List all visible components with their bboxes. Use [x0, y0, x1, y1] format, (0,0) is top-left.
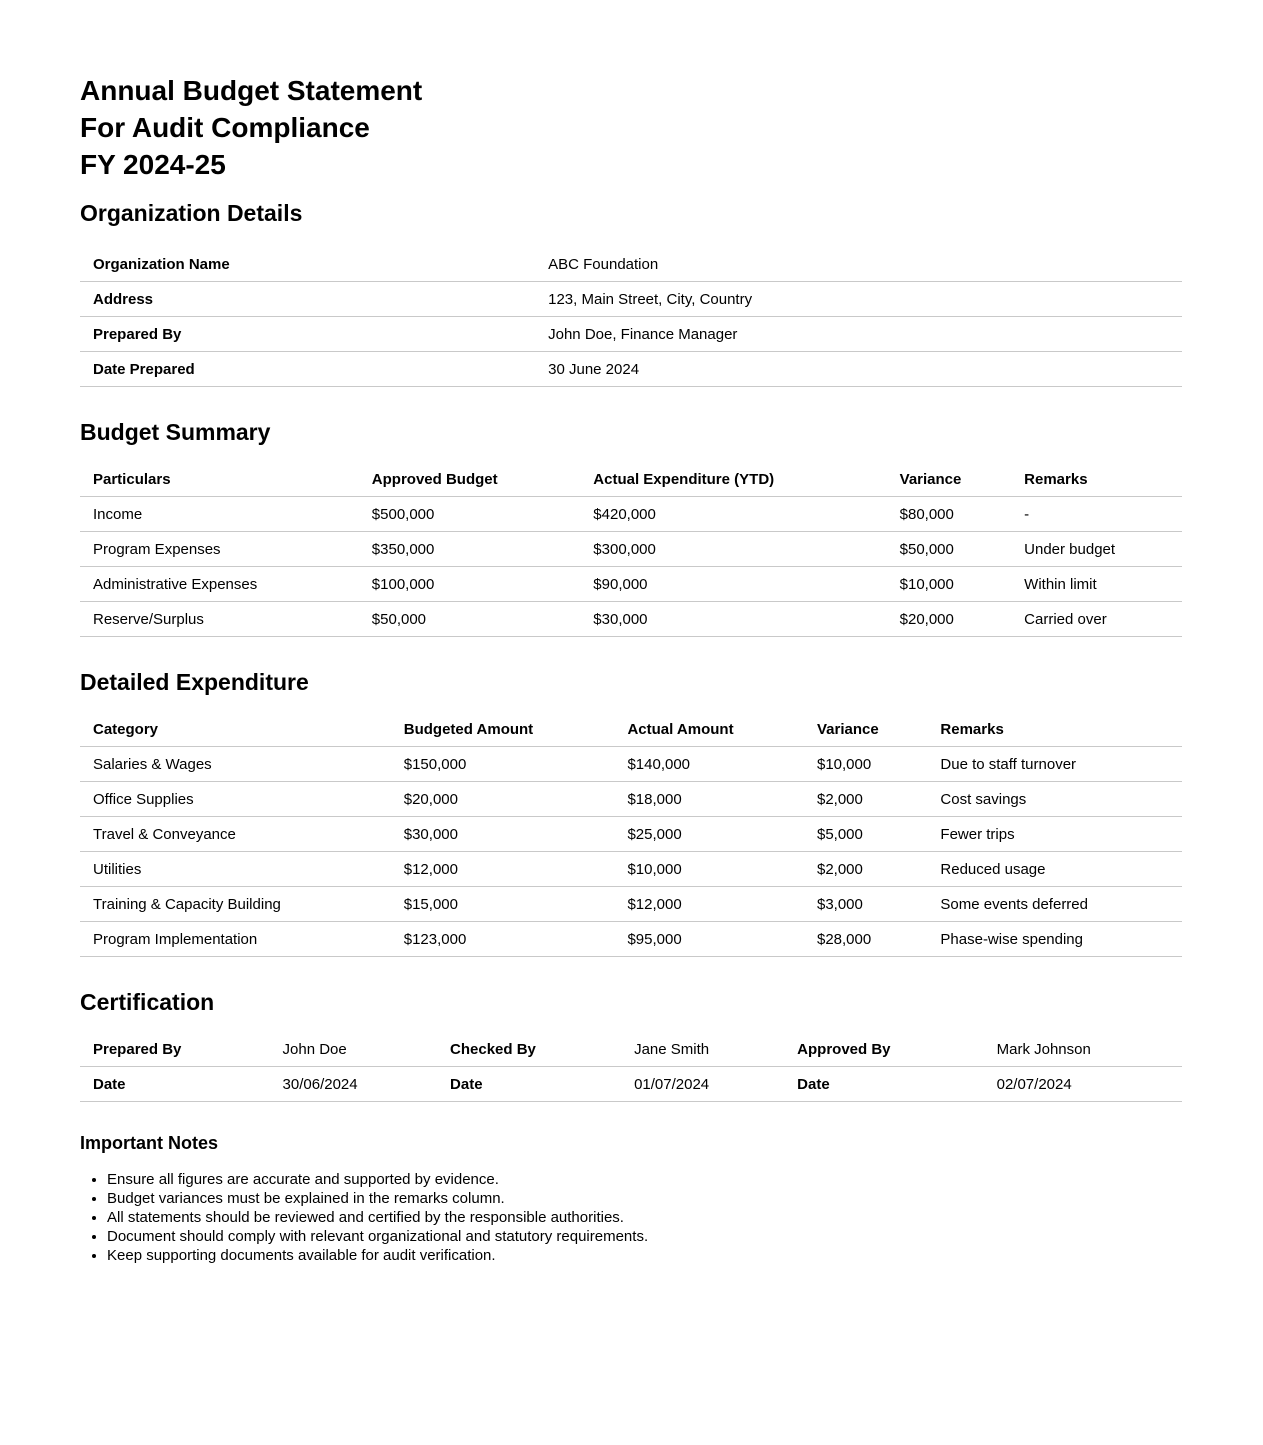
table-row	[80, 1032, 1182, 1067]
table-row	[80, 1067, 1182, 1102]
certification-table	[80, 1032, 1182, 1102]
field-value: 01/07/2024	[621, 1067, 784, 1102]
table-row	[80, 497, 1182, 532]
field-value: John Doe, Finance Manager	[535, 317, 1182, 352]
column-header: Remarks	[1011, 462, 1182, 497]
list-item: • Ensure all figures are accurate and supported by evidence.	[107, 1170, 1182, 1189]
table-cell: $3,000	[804, 887, 927, 922]
table-row	[80, 602, 1182, 637]
field-label: Date	[80, 1067, 270, 1102]
table-cell: Administrative Expenses	[80, 567, 359, 602]
field-value: 02/07/2024	[984, 1067, 1182, 1102]
column-header: Approved Budget	[359, 462, 581, 497]
list-item: • Keep supporting documents available for audit verification.	[107, 1246, 1182, 1265]
table-cell: $25,000	[614, 817, 804, 852]
table-row	[80, 747, 1182, 782]
column-header: Budgeted Amount	[391, 712, 615, 747]
field-value: John Doe	[270, 1032, 438, 1067]
field-label: Approved By	[784, 1032, 983, 1067]
table-row	[80, 852, 1182, 887]
table-cell: $95,000	[614, 922, 804, 957]
field-label: Date Prepared	[80, 352, 535, 387]
table-cell: Under budget	[1011, 532, 1182, 567]
table-cell: -	[1011, 497, 1182, 532]
table-cell: $150,000	[391, 747, 615, 782]
table-row	[80, 817, 1182, 852]
column-header: Variance	[887, 462, 1012, 497]
table-header-row	[80, 712, 1182, 747]
table-cell: Reduced usage	[927, 852, 1182, 887]
table-cell: $30,000	[391, 817, 615, 852]
table-row	[80, 782, 1182, 817]
budget-summary-table	[80, 462, 1182, 637]
table-cell: $18,000	[614, 782, 804, 817]
field-label: Organization Name	[80, 247, 535, 282]
table-cell: $50,000	[359, 602, 581, 637]
table-cell: $10,000	[887, 567, 1012, 602]
table-cell: $15,000	[391, 887, 615, 922]
table-cell: $5,000	[804, 817, 927, 852]
table-row	[80, 282, 1182, 317]
table-cell: $10,000	[804, 747, 927, 782]
section-heading-important-notes: Important Notes	[80, 1133, 219, 1153]
table-row	[80, 317, 1182, 352]
table-cell: Cost savings	[927, 782, 1182, 817]
table-cell: $20,000	[391, 782, 615, 817]
document-title-line: FY 2024-25	[80, 149, 226, 180]
detailed-expenditure-table	[80, 712, 1182, 957]
table-cell: Salaries & Wages	[80, 747, 391, 782]
table-row	[80, 887, 1182, 922]
section-heading-detailed-expenditure: Detailed Expenditure	[80, 669, 309, 695]
table-cell: Travel & Conveyance	[80, 817, 391, 852]
list-item: • Document should comply with relevant organizational and statutory requirements.	[107, 1227, 1182, 1246]
table-cell: $2,000	[804, 782, 927, 817]
column-header: Actual Amount	[614, 712, 804, 747]
field-value: 30 June 2024	[535, 352, 1182, 387]
table-cell: $10,000	[614, 852, 804, 887]
table-cell: $123,000	[391, 922, 615, 957]
table-cell: $2,000	[804, 852, 927, 887]
field-label: Prepared By	[80, 317, 535, 352]
document-title	[80, 72, 1182, 183]
table-cell: Training & Capacity Building	[80, 887, 391, 922]
table-cell: Some events deferred	[927, 887, 1182, 922]
column-header: Actual Expenditure (YTD)	[580, 462, 886, 497]
table-cell: $420,000	[580, 497, 886, 532]
field-value: ABC Foundation	[535, 247, 1182, 282]
section-heading-budget-summary: Budget Summary	[80, 419, 271, 445]
table-header-row	[80, 462, 1182, 497]
table-row	[80, 567, 1182, 602]
table-cell: $80,000	[887, 497, 1012, 532]
table-cell: $350,000	[359, 532, 581, 567]
table-cell: Within limit	[1011, 567, 1182, 602]
table-row	[80, 922, 1182, 957]
table-cell: $100,000	[359, 567, 581, 602]
table-cell: $140,000	[614, 747, 804, 782]
column-header: Category	[80, 712, 391, 747]
table-cell: $90,000	[580, 567, 886, 602]
notes-list	[80, 1170, 1182, 1265]
table-cell: $12,000	[391, 852, 615, 887]
document-title-line: For Audit Compliance	[80, 112, 370, 143]
table-row	[80, 247, 1182, 282]
table-cell: $20,000	[887, 602, 1012, 637]
table-cell: Fewer trips	[927, 817, 1182, 852]
table-cell: $300,000	[580, 532, 886, 567]
table-cell: Office Supplies	[80, 782, 391, 817]
table-cell: $12,000	[614, 887, 804, 922]
field-value: 30/06/2024	[270, 1067, 438, 1102]
column-header: Remarks	[927, 712, 1182, 747]
table-cell: Program Implementation	[80, 922, 391, 957]
column-header: Variance	[804, 712, 927, 747]
organization-details-table	[80, 247, 1182, 387]
table-cell: $28,000	[804, 922, 927, 957]
table-cell: Carried over	[1011, 602, 1182, 637]
table-cell: Reserve/Surplus	[80, 602, 359, 637]
table-cell: $30,000	[580, 602, 886, 637]
section-heading-organization-details: Organization Details	[80, 200, 303, 226]
field-label: Checked By	[437, 1032, 621, 1067]
column-header: Particulars	[80, 462, 359, 497]
table-row	[80, 532, 1182, 567]
section-heading-certification: Certification	[80, 989, 215, 1015]
field-label: Date	[784, 1067, 983, 1102]
list-item: • All statements should be reviewed and certified by the responsible authorities.	[107, 1208, 1182, 1227]
document-title-line: Annual Budget Statement	[80, 75, 423, 106]
field-value: Jane Smith	[621, 1032, 784, 1067]
field-label: Date	[437, 1067, 621, 1102]
field-label: Prepared By	[80, 1032, 270, 1067]
table-row	[80, 352, 1182, 387]
table-cell: Program Expenses	[80, 532, 359, 567]
field-label: Address	[80, 282, 535, 317]
list-item: • Budget variances must be explained in the remarks column.	[107, 1189, 1182, 1208]
field-value: 123, Main Street, City, Country	[535, 282, 1182, 317]
table-cell: Utilities	[80, 852, 391, 887]
field-value: Mark Johnson	[984, 1032, 1182, 1067]
table-cell: Due to staff turnover	[927, 747, 1182, 782]
table-cell: $50,000	[887, 532, 1012, 567]
table-cell: Phase-wise spending	[927, 922, 1182, 957]
table-cell: $500,000	[359, 497, 581, 532]
table-cell: Income	[80, 497, 359, 532]
document-page	[0, 72, 1263, 1325]
